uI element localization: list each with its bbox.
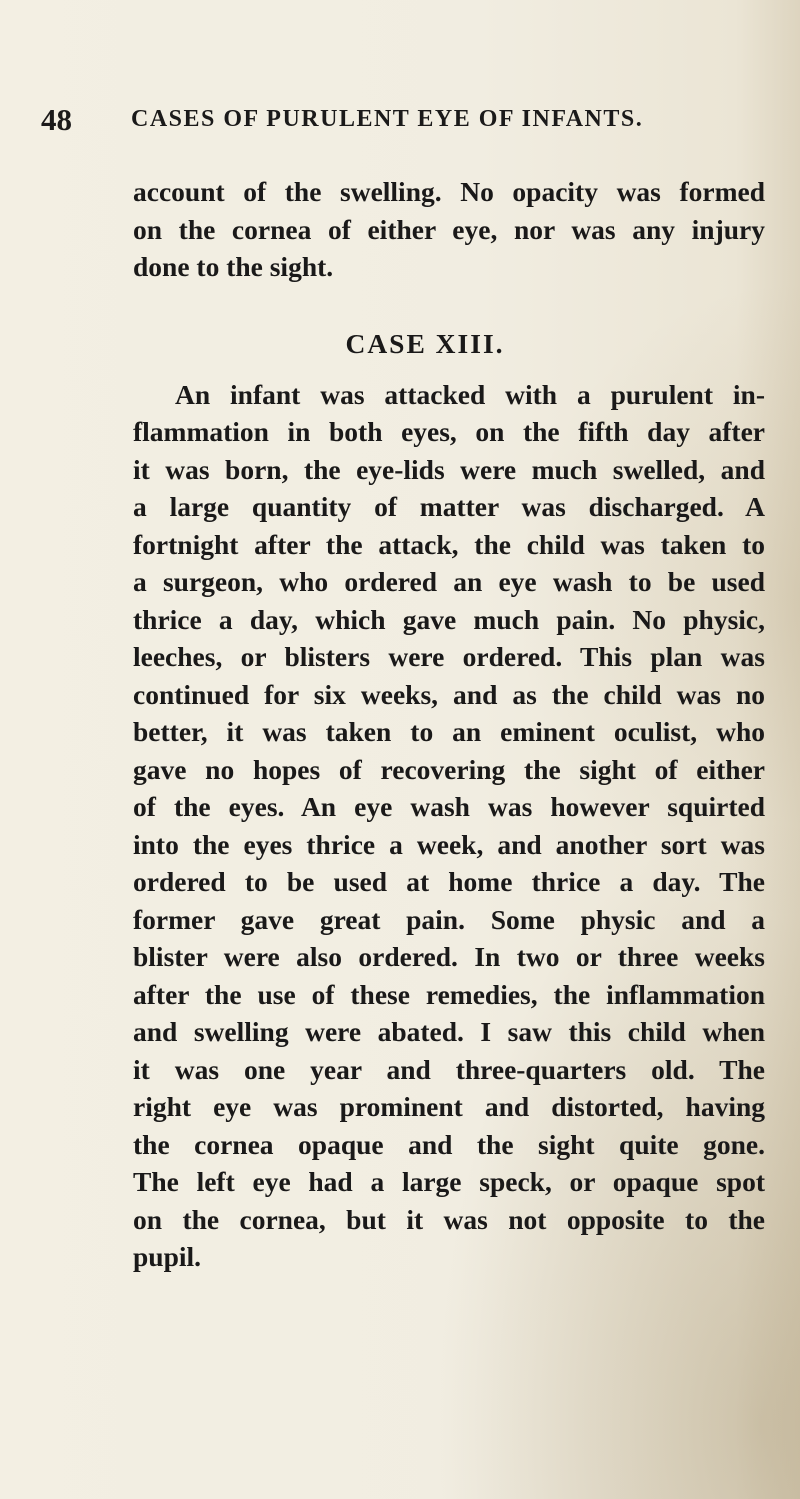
text-line: flammation in both eyes, on the fifth day after — [133, 416, 765, 447]
page-number: 48 — [41, 102, 72, 137]
text-line: the cornea opaque and the sight quite gone. — [133, 1129, 765, 1160]
text-line: former gave great pain. Some physic and a — [133, 904, 765, 935]
text-line: on the cornea, but it was not opposite to the — [133, 1204, 765, 1235]
text-line: The left eye had a large speck, or opaque spot — [133, 1166, 765, 1197]
text-line: pupil. — [133, 1241, 202, 1272]
text-line: ordered to be used at home thrice a day. The — [133, 866, 765, 897]
text-line: continued for six weeks, and as the child was no — [133, 679, 765, 710]
text-line: it was born, the eye-lids were much swelled, and — [133, 454, 765, 485]
text-line: account of the swelling. No opacity was formed — [133, 176, 765, 207]
text-line: thrice a day, which gave much pain. No physic, — [133, 604, 765, 635]
text-line: a large quantity of matter was discharged. A — [133, 491, 765, 522]
text-line: An infant was attacked with a purulent in- — [175, 379, 765, 410]
text-line: leeches, or blisters were ordered. This plan was — [133, 641, 765, 672]
text-line: and swelling were abated. I saw this child when — [133, 1016, 765, 1047]
text-line: on the cornea of either eye, nor was any injury — [133, 214, 765, 245]
page-header — [0, 100, 800, 150]
case-heading: CASE XIII. — [345, 328, 505, 359]
text-line: done to the sight. — [133, 251, 334, 282]
text-line: into the eyes thrice a week, and another sort was — [133, 829, 765, 860]
text-line: of the eyes. An eye wash was however squirted — [133, 791, 765, 822]
text-line: it was one year and three-quarters old. The — [133, 1054, 765, 1085]
text-line: after the use of these remedies, the inflammation — [133, 979, 765, 1010]
text-line: a surgeon, who ordered an eye wash to be used — [133, 566, 765, 597]
running-head: CASES OF PURULENT EYE OF INFANTS. — [131, 106, 644, 132]
text-line: right eye was prominent and distorted, having — [133, 1091, 765, 1122]
text-line: better, it was taken to an eminent oculist, who — [133, 716, 765, 747]
text-line: fortnight after the attack, the child was taken to — [133, 529, 765, 560]
text-line: gave no hopes of recovering the sight of either — [133, 754, 765, 785]
text-line: blister were also ordered. In two or three weeks — [133, 941, 765, 972]
